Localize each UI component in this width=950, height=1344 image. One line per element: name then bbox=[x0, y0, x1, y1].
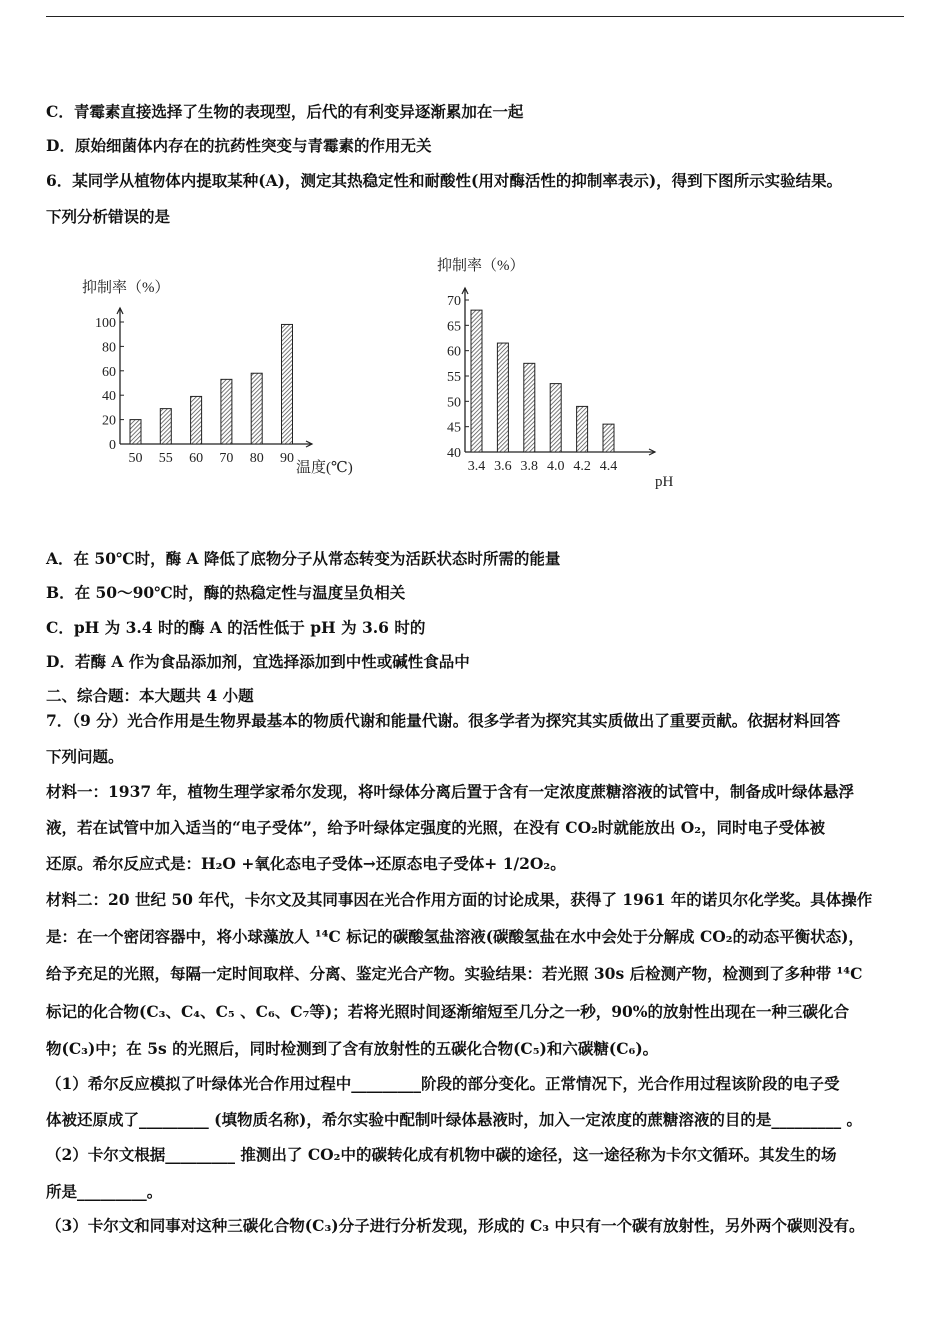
material-1-line-1: 材料一：1937 年，植物生理学家希尔发现，将叶绿体分离后置于含有一定浓度蔗糖溶液的试管中，制备成叶绿体悬浮 bbox=[46, 782, 855, 801]
chart2-y-tick-label: 65 bbox=[447, 319, 461, 335]
chart1-x-tick-label: 50 bbox=[128, 451, 143, 466]
chart1-y-tick-label: 0 bbox=[109, 438, 116, 453]
sub-question-2-line-2: 所是_________。 bbox=[46, 1182, 163, 1201]
question-7-stem-cont: 下列问题。 bbox=[46, 747, 124, 766]
chart1-bar bbox=[191, 396, 202, 444]
chart1-x-tick-label: 70 bbox=[219, 451, 234, 466]
ph-inhibition-chart bbox=[425, 246, 695, 496]
sub-question-1-line-2: 体被还原成了_________ (填物质名称)，希尔实验中配制叶绿体悬液时，加入一定浓度的蔗糖溶液的目的是_________ 。 bbox=[46, 1110, 862, 1129]
question-6-stem-cont: 下列分析错误的是 bbox=[46, 207, 171, 226]
chart1-y-tick-label: 60 bbox=[102, 364, 116, 380]
sub-question-1-line-1: （1）希尔反应模拟了叶绿体光合作用过程中_________阶段的部分变化。正常情况下，光合作用过程该阶段的电子受 bbox=[46, 1074, 840, 1093]
chart2-ylabel: 抑制率（%） bbox=[437, 258, 525, 274]
chart2-y-tick-label: 70 bbox=[447, 294, 461, 309]
chart2-y-tick-label: 40 bbox=[447, 446, 461, 461]
material-2-line-5: 物(C₃)中；在 5s 的光照后，同时检测到了含有放射性的五碳化合物(C₅)和六碳糖(C₆)。 bbox=[46, 1039, 659, 1058]
chart1-y-tick-label: 100 bbox=[95, 316, 116, 331]
section-heading: 二、综合题：本大题共 4 小题 bbox=[46, 686, 254, 705]
chart1-bar bbox=[221, 379, 232, 444]
chart1-bar bbox=[130, 420, 141, 444]
chart1-bar bbox=[282, 324, 293, 444]
chart2-x-tick-label: 4.2 bbox=[573, 459, 591, 474]
option-d-q5: D．原始细菌体内存在的抗药性突变与青霉素的作用无关 bbox=[46, 136, 432, 155]
chart2-bar bbox=[550, 384, 561, 452]
chart2-x-tick-label: 4.4 bbox=[599, 459, 618, 474]
chart2-y-tick-label: 45 bbox=[447, 420, 461, 436]
sub-question-2-line-1: （2）卡尔文根据_________ 推测出了 CO₂中的碳转化成有机物中碳的途径，这一途径称为卡尔文循环。其发生的场 bbox=[46, 1145, 837, 1164]
chart2-bar bbox=[497, 343, 508, 452]
option-c-q6: C．pH 为 3.4 时的酶 A 的活性低于 pH 为 3.6 时的 bbox=[46, 618, 426, 637]
material-2-line-3: 给予充足的光照，每隔一定时间取样、分离、鉴定光合产物。实验结果：若光照 30s 后检测产物，检测到了多种带 ¹⁴C bbox=[46, 964, 863, 983]
chart1-y-tick-label: 20 bbox=[102, 413, 116, 429]
chart1-x-tick-label: 60 bbox=[189, 451, 204, 466]
chart1-x-tick-label: 90 bbox=[280, 451, 294, 466]
chart2-x-tick-label: 3.4 bbox=[467, 459, 486, 474]
chart1-ylabel: 抑制率（%） bbox=[82, 280, 170, 296]
chart2-bar bbox=[471, 310, 482, 452]
option-a-q6: A．在 50℃时，酶 A 降低了底物分子从常态转变为活跃状态时所需的能量 bbox=[46, 549, 561, 568]
material-1-line-2: 液，若在试管中加入适当的“电子受体”，给予叶绿体定强度的光照，在没有 CO₂时就能放出 O₂，同时电子受体被 bbox=[46, 818, 826, 837]
material-2-line-4: 标记的化合物(C₃、C₄、C₅ 、C₆、C₇等)；若将光照时间逐渐缩短至几分之一秒，90%的放射性出现在一种三碳化合 bbox=[46, 1002, 849, 1021]
question-6-stem: 6．某同学从植物体内提取某种(A)，测定其热稳定性和耐酸性(用对酶活性的抑制率表示)，得到下图所示实验结果。 bbox=[46, 171, 843, 190]
chart2-x-tick-label: 3.8 bbox=[520, 459, 539, 474]
chart1-bar bbox=[251, 373, 262, 444]
option-b-q6: B．在 50～90℃时，酶的热稳定性与温度呈负相关 bbox=[46, 583, 406, 602]
material-2-line-1: 材料二：20 世纪 50 年代，卡尔文及其同事因在光合作用方面的讨论成果，获得了 1961 年的诺贝尔化学奖。具体操作 bbox=[46, 890, 873, 909]
chart2-bar bbox=[603, 424, 614, 452]
chart1-y-tick-label: 80 bbox=[102, 340, 116, 356]
sub-question-3-line-1: （3）卡尔文和同事对这种三碳化合物(C₃)分子进行分析发现，形成的 C₃ 中只有一个碳有放射性，另外两个碳则没有。 bbox=[46, 1216, 865, 1235]
chart2-bar bbox=[577, 406, 588, 452]
chart1-bar bbox=[160, 409, 171, 444]
question-7-stem: 7．（9 分）光合作用是生物界最基本的物质代谢和能量代谢。很多学者为探究其实质做出了重要贡献。依据材料回答 bbox=[46, 711, 841, 730]
chart2-x-tick-label: 4.0 bbox=[546, 459, 565, 474]
chart2-y-tick-label: 60 bbox=[447, 344, 461, 360]
chart2-y-tick-label: 55 bbox=[447, 370, 461, 385]
chart2-x-tick-label: 3.6 bbox=[494, 459, 512, 474]
header-rule bbox=[46, 16, 904, 17]
chart2-bar bbox=[524, 363, 535, 452]
chart1-xlabel: 温度(℃) bbox=[296, 460, 353, 476]
chart2-xlabel: pH bbox=[655, 474, 674, 490]
temperature-inhibition-chart bbox=[70, 268, 370, 483]
chart2-y-tick-label: 50 bbox=[447, 395, 461, 411]
chart1-x-tick-label: 80 bbox=[249, 451, 264, 466]
chart1-x-tick-label: 55 bbox=[158, 451, 173, 466]
chart1-y-tick-label: 40 bbox=[102, 389, 116, 405]
material-1-line-3: 还原。希尔反应式是：H₂O +氧化态电子受体→还原态电子受体+ 1/2O₂。 bbox=[46, 854, 566, 873]
option-d-q6: D．若酶 A 作为食品添加剂，宜选择添加到中性或碱性食品中 bbox=[46, 652, 470, 671]
option-c-q5: C．青霉素直接选择了生物的表现型，后代的有利变异逐渐累加在一起 bbox=[46, 102, 524, 121]
material-2-line-2: 是：在一个密闭容器中，将小球藻放人 ¹⁴C 标记的碳酸氢盐溶液(碳酸氢盐在水中会处于分解成 CO₂的动态平衡状态)， bbox=[46, 927, 864, 946]
